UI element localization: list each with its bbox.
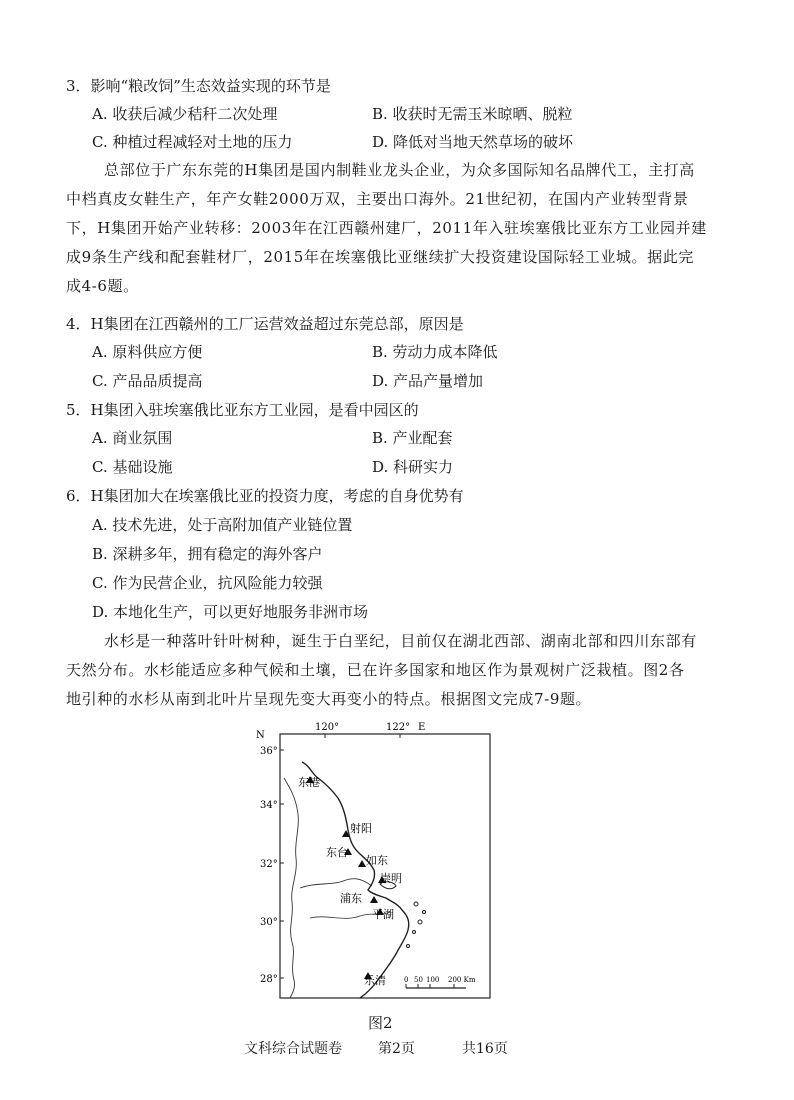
q4-stem: 4．H集团在江西赣州的工厂运营效益超过东莞总部，原因是	[66, 315, 464, 333]
lon-label-e: E	[418, 722, 426, 733]
q6-option-a: A. 技术先进，处于高附加值产业链位置	[92, 516, 353, 534]
lat-label-36: 36°	[260, 746, 278, 757]
yangtze-river	[300, 879, 372, 888]
footer-page-number: 第2页	[378, 1041, 415, 1057]
scale-label-200: 200 Km	[448, 976, 476, 984]
provincial-border	[284, 778, 298, 998]
site-marker-pudong	[370, 896, 378, 903]
passage1-line-5: 成4-6题。	[66, 277, 139, 295]
lat-label-n: N	[256, 730, 265, 741]
place-label-donggang: 东港	[298, 776, 320, 789]
passage2-line-1: 水杉是一种落叶针叶树种，诞生于白垩纪，目前仅在湖北西部、湖南北部和四川东部有	[104, 632, 697, 650]
lat-label-34: 34°	[260, 800, 278, 811]
q4-option-d: D. 产品产量增加	[372, 372, 484, 390]
q4-option-c: C. 产品品质提高	[92, 372, 203, 390]
place-label-rudong: 如东	[366, 854, 388, 867]
q6-stem: 6．H集团加大在埃塞俄比亚的投资力度，考虑的自身优势有	[66, 487, 464, 505]
figure-caption: 图2	[368, 1014, 393, 1032]
place-label-sheyang: 射阳	[350, 822, 372, 835]
lat-label-28: 28°	[260, 974, 278, 985]
island	[407, 945, 410, 948]
q3-stem: 3．影响“粮改饲”生态效益实现的环节是	[66, 77, 331, 95]
scale-label-0: 0	[404, 976, 409, 984]
passage1-line-3: 下，H集团开始产业转移：2003年在江西赣州建厂，2011年入驻埃塞俄比亚东方工业园并建	[66, 219, 707, 237]
island	[423, 911, 426, 914]
place-label-pudong: 浦东	[340, 892, 362, 905]
q3-option-d: D. 降低对当地天然草场的破坏	[372, 133, 574, 151]
island	[413, 931, 416, 934]
lon-label-122: 122°	[386, 722, 411, 733]
q6-option-d: D. 本地化生产，可以更好地服务非洲市场	[92, 603, 369, 621]
map-svg	[240, 718, 530, 1018]
q6-option-c: C. 作为民营企业，抗风险能力较强	[92, 574, 323, 592]
q5-option-d: D. 科研实力	[372, 458, 454, 476]
q3-option-c: C. 种植过程减轻对土地的压力	[92, 133, 293, 151]
lat-label-32: 32°	[260, 859, 278, 870]
passage2-line-2: 天然分布。水杉能适应多种气候和土壤，已在许多国家和地区作为景观树广泛栽植。图2各	[66, 661, 685, 679]
place-label-chongming: 崇明	[380, 872, 402, 885]
q5-stem: 5．H集团入驻埃塞俄比亚东方工业园，是看中园区的	[66, 401, 419, 419]
q5-option-a: A. 商业氛围	[92, 429, 173, 447]
passage1-line-2: 中档真皮女鞋生产，年产女鞋2000万双，主要出口海外。21世纪初，在国内产业转型背景	[66, 190, 689, 208]
island	[414, 902, 418, 906]
passage1-line-4: 成9条生产线和配套鞋材厂，2015年在埃塞俄比亚继续扩大投资建设国际轻工业城。据此完	[66, 248, 694, 266]
place-label-yueqing: 乐清	[364, 974, 386, 987]
place-label-dongtai: 东台	[326, 846, 348, 859]
site-marker-rudong	[358, 860, 366, 867]
place-label-pinghu: 平湖	[372, 908, 394, 921]
lat-label-30: 30°	[260, 917, 278, 928]
lon-label-120: 120°	[315, 722, 340, 733]
footer-total-pages: 共16页	[462, 1041, 508, 1057]
q6-option-b: B. 深耕多年，拥有稳定的海外客户	[92, 545, 323, 563]
q5-option-c: C. 基础设施	[92, 458, 173, 476]
island	[418, 920, 422, 924]
passage1-line-1: 总部位于广东东莞的H集团是国内制鞋业龙头企业，为众多国际知名品牌代工，主打高	[104, 161, 695, 179]
scale-label-50: 50	[414, 976, 423, 984]
q4-option-b: B. 劳动力成本降低	[372, 343, 498, 361]
q4-option-a: A. 原料供应方便	[92, 343, 203, 361]
q5-option-b: B. 产业配套	[372, 429, 453, 447]
passage2-line-3: 地引种的水杉从南到北叶片呈现先变大再变小的特点。根据图文完成7-9题。	[66, 690, 592, 708]
q3-option-a: A. 收获后减少秸秆二次处理	[92, 105, 278, 123]
map-figure	[240, 718, 530, 1018]
footer-exam-name: 文科综合试题卷	[244, 1041, 342, 1057]
scale-label-100: 100	[426, 976, 440, 984]
q3-option-b: B. 收获时无需玉米晾晒、脱粒	[372, 105, 573, 123]
